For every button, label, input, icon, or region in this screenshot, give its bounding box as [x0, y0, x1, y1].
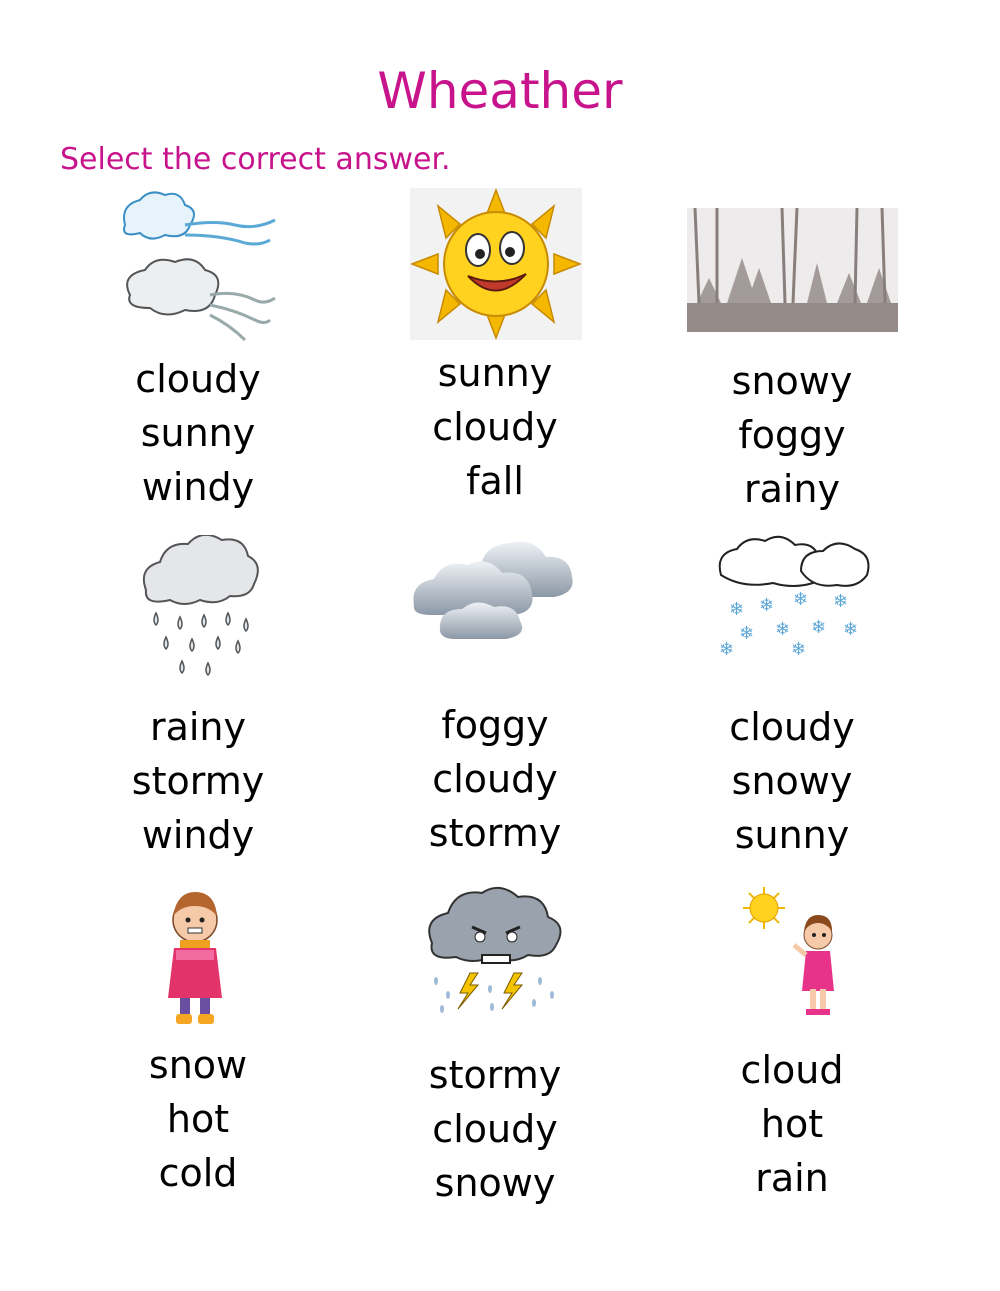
option-item3-c[interactable]: rainy: [743, 467, 841, 511]
option-item4-a[interactable]: rainy: [149, 705, 247, 749]
options-group: [385, 1048, 605, 1210]
option-item4-b[interactable]: stormy: [131, 759, 265, 803]
option-item1-a[interactable]: cloudy: [135, 357, 261, 401]
options-group: [385, 698, 605, 860]
svg-text:❄: ❄: [719, 639, 735, 657]
option-item1-b[interactable]: sunny: [140, 411, 256, 455]
option-item2-a[interactable]: sunny: [437, 351, 553, 395]
svg-text:❄: ❄: [811, 617, 827, 638]
options-group: [88, 700, 308, 862]
svg-text:❄: ❄: [739, 623, 755, 644]
options-group: [682, 1043, 902, 1205]
option-item4-c[interactable]: windy: [141, 813, 255, 857]
svg-text:❄: ❄: [729, 599, 745, 620]
page-title: Wheather: [377, 62, 623, 120]
option-item6-a[interactable]: cloudy: [729, 705, 855, 749]
windy-clouds-picture: [115, 190, 280, 350]
option-item6-c[interactable]: sunny: [734, 813, 850, 857]
rain-cloud-picture: [138, 535, 260, 680]
option-item7-c[interactable]: cold: [158, 1151, 238, 1195]
smiling-sun-picture: [410, 188, 582, 340]
storm-cloud-picture: [422, 885, 570, 1013]
option-item7-a[interactable]: snow: [148, 1043, 248, 1087]
svg-text:❄: ❄: [843, 619, 859, 640]
svg-text:❄: ❄: [759, 595, 775, 616]
svg-text:❄: ❄: [793, 589, 809, 610]
option-item3-b[interactable]: foggy: [738, 413, 846, 457]
options-group: [682, 700, 902, 862]
option-item8-a[interactable]: stormy: [428, 1053, 562, 1097]
option-item9-b[interactable]: hot: [760, 1102, 824, 1146]
svg-text:❄: ❄: [833, 591, 849, 612]
option-item5-c[interactable]: stormy: [428, 811, 562, 855]
option-item9-a[interactable]: cloud: [740, 1048, 844, 1092]
svg-text:❄: ❄: [775, 619, 791, 640]
option-item3-a[interactable]: snowy: [731, 359, 853, 403]
options-group: [385, 346, 605, 508]
foggy-forest-picture: [687, 208, 898, 332]
option-item5-b[interactable]: cloudy: [432, 757, 558, 801]
snow-cloud-picture: [715, 535, 873, 657]
options-group: [88, 352, 308, 514]
svg-text:❄: ❄: [791, 639, 807, 657]
grey-clouds-picture: [410, 535, 580, 645]
options-group: [682, 354, 902, 516]
option-item2-c[interactable]: fall: [466, 459, 524, 503]
option-item2-b[interactable]: cloudy: [432, 405, 558, 449]
option-item9-c[interactable]: rain: [755, 1156, 829, 1200]
options-group: [88, 1038, 308, 1200]
option-item8-b[interactable]: cloudy: [432, 1107, 558, 1151]
instruction: Select the correct answer.: [60, 142, 451, 177]
cold-girl-picture: [150, 890, 240, 1030]
option-item8-c[interactable]: snowy: [434, 1161, 556, 1205]
option-item5-a[interactable]: foggy: [441, 703, 549, 747]
option-item6-b[interactable]: snowy: [731, 759, 853, 803]
option-item1-c[interactable]: windy: [141, 465, 255, 509]
option-item7-b[interactable]: hot: [166, 1097, 230, 1141]
hot-girl-picture: [740, 885, 845, 1025]
